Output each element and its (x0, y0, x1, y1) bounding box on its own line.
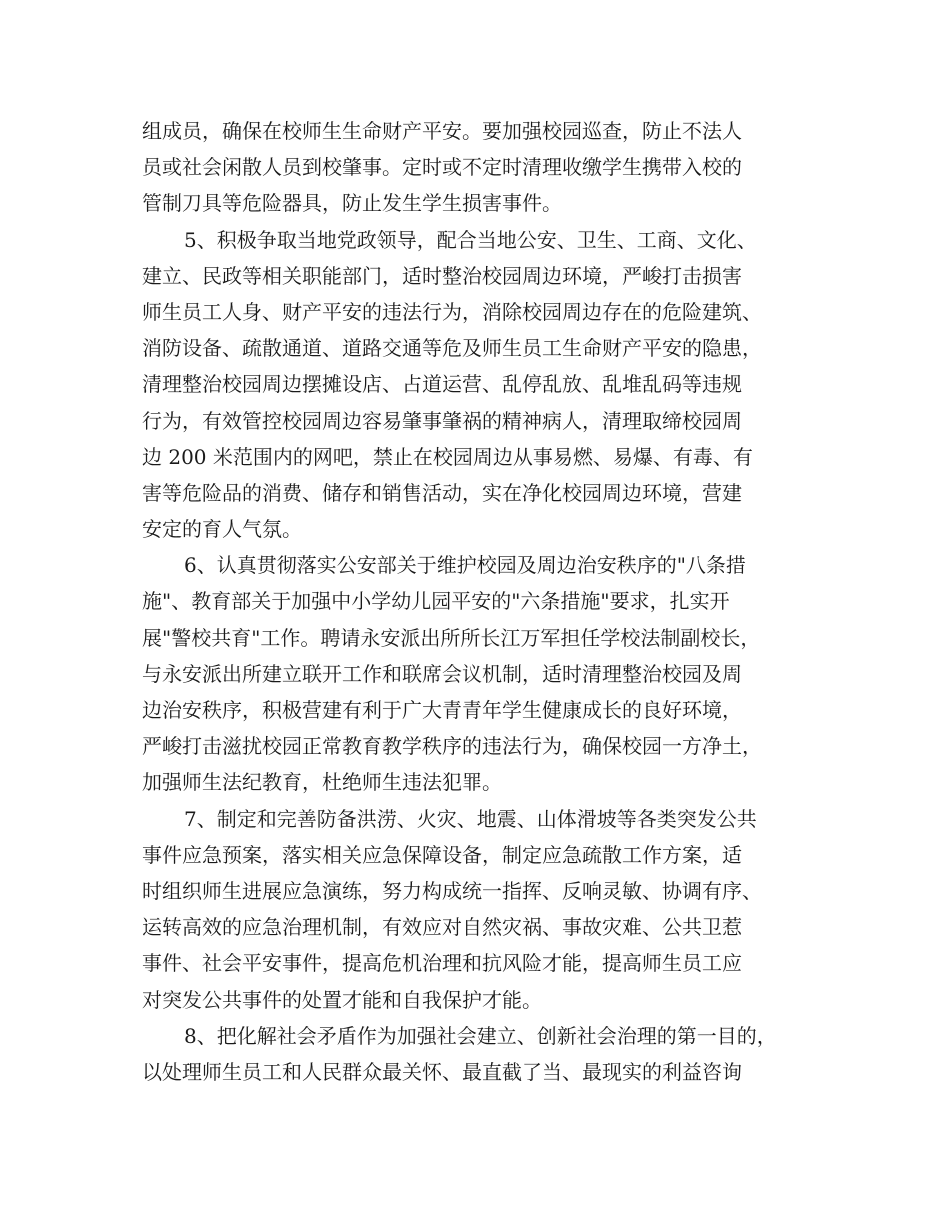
text-line: 事件应急预案，落实相关应急保障设备，制定应急疏散工作方案，适 (142, 842, 742, 867)
text-line: 施"、教育部关于加强中小学幼儿园平安的"六条措施"要求，扎实开 (142, 589, 730, 614)
text-line: 运转高效的应急治理机制，有效应对自然灾祸、事故灾难、公共卫惹 (142, 915, 742, 940)
text-line: 边 200 米范围内的网吧，禁止在校园周边从事易燃、易爆、有毒、有 (142, 444, 753, 469)
text-line: 清理整治校园周边摆摊设店、占道运营、乱停乱放、乱堆乱码等违规 (142, 372, 742, 397)
text-line: 员或社会闲散人员到校肇事。定时或不定时清理收缴学生携带入校的 (142, 155, 742, 180)
text-line: 严峻打击滋扰校园正常教育教学秩序的违法行为，确保校园一方净土， (142, 734, 762, 759)
text-line: 边治安秩序，积极营建有利于广大青青年学生健康成长的良好环境， (142, 698, 742, 722)
text-line: 对突发公共事件的处置才能和自我保护才能。 (142, 987, 542, 1012)
text-line: 与永安派出所建立联开工作和联席会议机制，适时清理整治校园及周 (142, 661, 742, 686)
paragraph-start-line: 6、认真贯彻落实公安部关于维护校园及周边治安秩序的"八条措 (184, 553, 746, 578)
text-line: 组成员，确保在校师生生命财产平安。要加强校园巡查，防止不法人 (142, 119, 742, 143)
text-line: 消防设备、疏散通道、道路交通等危及师生员工生命财产平安的隐患， (142, 336, 762, 361)
paragraph-start-line: 8、把化解社会矛盾作为加强社会建立、创新社会治理的第一目的， (184, 1023, 777, 1048)
text-line: 事件、社会平安事件，提高危机治理和抗风险才能，提高师生员工应 (142, 951, 742, 976)
text-line: 管制刀具等危险器具，防止发生学生损害事件。 (142, 191, 562, 216)
text-line: 行为，有效管控校园周边容易肇事肇祸的精神病人，清理取缔校园周 (142, 408, 742, 433)
paragraph-start-line: 7、制定和完善防备洪涝、火灾、地震、山体滑坡等各类突发公共 (184, 806, 757, 831)
text-line: 建立、民政等相关职能部门，适时整治校园周边环境，严峻打击损害 (142, 263, 742, 288)
text-line: 害等危险品的消费、储存和销售活动，实在净化校园周边环境，营建 (142, 480, 742, 505)
text-line: 以处理师生员工和人民群众最关怀、最直截了当、最现实的利益咨询 (142, 1059, 742, 1084)
text-line: 展"警校共育"工作。聘请永安派出所所长江万军担任学校法制副校长， (142, 625, 761, 650)
document-body (142, 113, 832, 1090)
text-line: 安定的育人气氛。 (142, 517, 302, 542)
paragraph-start-line: 5、积极争取当地党政领导，配合当地公安、卫生、工商、文化、 (184, 227, 757, 252)
text-line: 加强师生法纪教育，杜绝师生违法犯罪。 (142, 770, 502, 795)
text-line: 师生员工人身、财产平安的违法行为，消除校园周边存在的危险建筑、 (142, 299, 762, 324)
text-line: 时组织师生进展应急演练，努力构成统一指挥、反响灵敏、协调有序、 (142, 878, 762, 903)
